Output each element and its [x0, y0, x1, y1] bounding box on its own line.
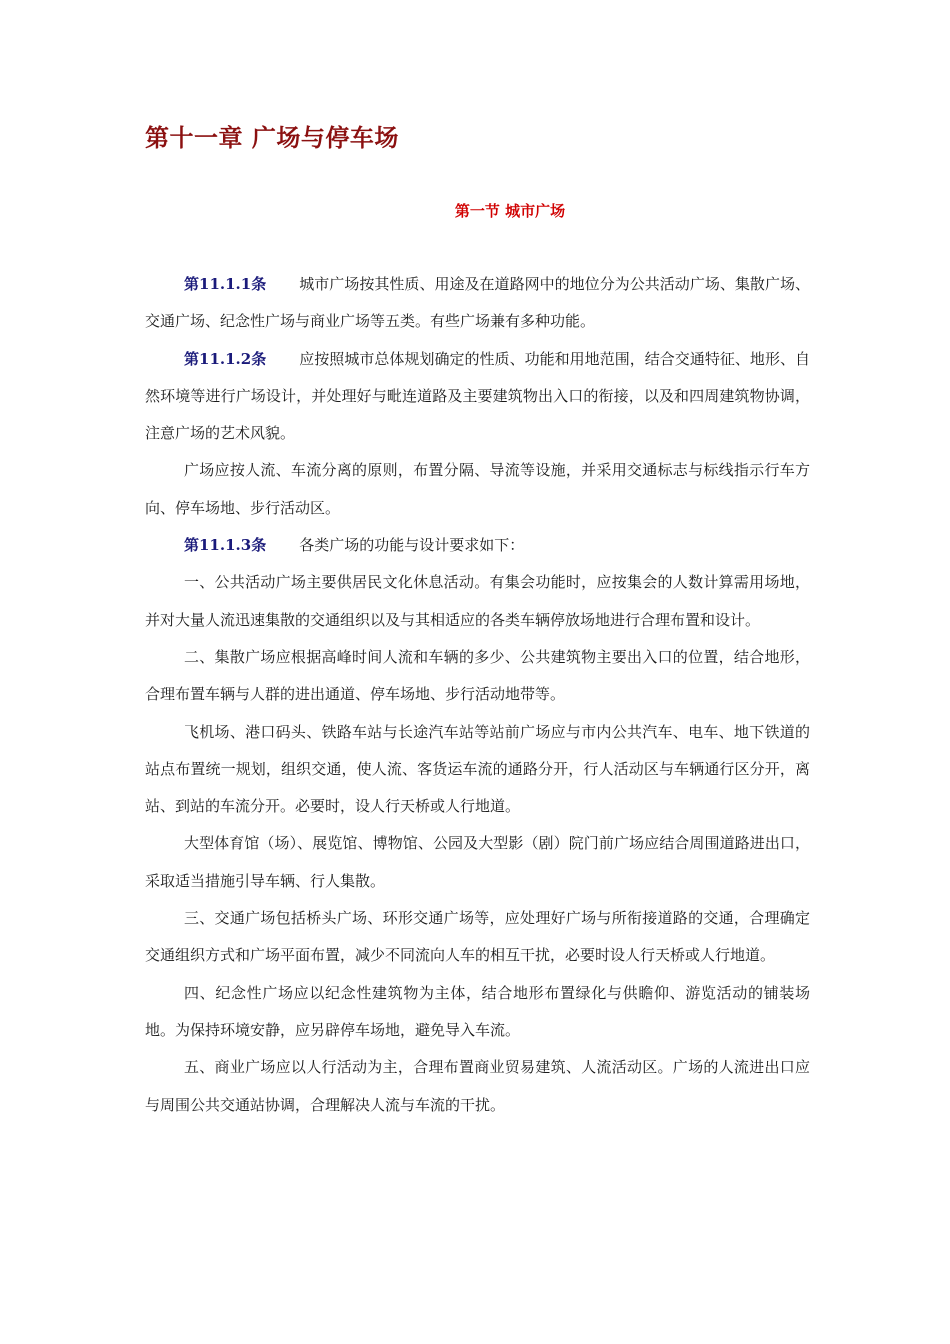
paragraph-item-4	[145, 975, 810, 1050]
article-number: 第11.1.1条	[184, 275, 267, 293]
paragraph-text: 二、集散广场应根据高峰时间人流和车辆的多少、公共建筑物主要出入口的位置，结合地形，合理布置车辆与人群的进出通道、停车场地、步行活动地带等。	[145, 647, 810, 704]
article-number: 第11.1.2条	[184, 349, 267, 368]
paragraph-text: 应按照城市总体规划确定的性质、功能和用地范围，结合交通特征、地形、自然环境等进行广场设计，并处理好与毗连道路及主要建筑物出入口的衔接，以及和四周建筑物协调，注意广场的艺术风貌。	[145, 349, 810, 443]
paragraph-venue-plaza	[145, 825, 810, 900]
paragraph-article-11-1-2	[145, 341, 810, 453]
paragraph-text: 大型体育馆（场）、展览馆、博物馆、公园及大型影（剧）院门前广场应结合周围道路进出口，采取适当措施引导车辆、行人集散。	[145, 834, 810, 890]
paragraph-text: 三、交通广场包括桥头广场、环形交通广场等，应处理好广场与所衔接道路的交通，合理确定交通组织方式和广场平面布置，减少不同流向人车的相互干扰，必要时设人行天桥或人行地道。	[145, 909, 810, 965]
paragraph-text: 城市广场按其性质、用途及在道路网中的地位分为公共活动广场、集散广场、交通广场、纪念性广场与商业广场等五类。有些广场兼有多种功能。	[145, 275, 810, 331]
body-text	[145, 266, 810, 1124]
paragraph-item-5	[145, 1049, 810, 1124]
paragraph-item-3	[145, 900, 810, 975]
paragraph-item-2	[145, 639, 810, 714]
paragraph-text: 飞机场、港口码头、铁路车站与长途汽车站等站前广场应与市内公共汽车、电车、地下铁道的站点布置统一规划，组织交通，使人流、客货运车流的通路分开，行人活动区与车辆通行区分开，离站、到站的车流分开。必要时，设人行天桥或人行地道。	[145, 722, 810, 816]
paragraph-item-1	[145, 564, 810, 639]
paragraph-article-11-1-3	[145, 527, 810, 564]
chapter-title: 第十一章 广场与停车场	[145, 123, 399, 152]
section-title: 第一节 城市广场	[454, 202, 566, 220]
article-number: 第11.1.3条	[184, 536, 267, 555]
paragraph-plaza-separation	[145, 452, 810, 527]
paragraph-station-plaza	[145, 714, 810, 826]
paragraph-text: 广场应按人流、车流分离的原则，布置分隔、导流等设施，并采用交通标志与标线指示行车方向、停车场地、步行活动区。	[145, 461, 810, 517]
paragraph-article-11-1-1	[145, 266, 810, 341]
paragraph-text: 四、纪念性广场应以纪念性建筑物为主体，结合地形布置绿化与供瞻仰、游览活动的铺装场地。为保持环境安静，应另辟停车场地，避免导入车流。	[145, 983, 810, 1039]
paragraph-text: 一、公共活动广场主要供居民文化休息活动。有集会功能时，应按集会的人数计算需用场地，并对大量人流迅速集散的交通组织以及与其相适应的各类车辆停放场地进行合理布置和设计。	[145, 573, 810, 629]
paragraph-text: 各类广场的功能与设计要求如下：	[299, 536, 525, 555]
paragraph-text: 五、商业广场应以人行活动为主，合理布置商业贸易建筑、人流活动区。广场的人流进出口应与周围公共交通站协调，合理解决人流与车流的干扰。	[145, 1058, 810, 1114]
